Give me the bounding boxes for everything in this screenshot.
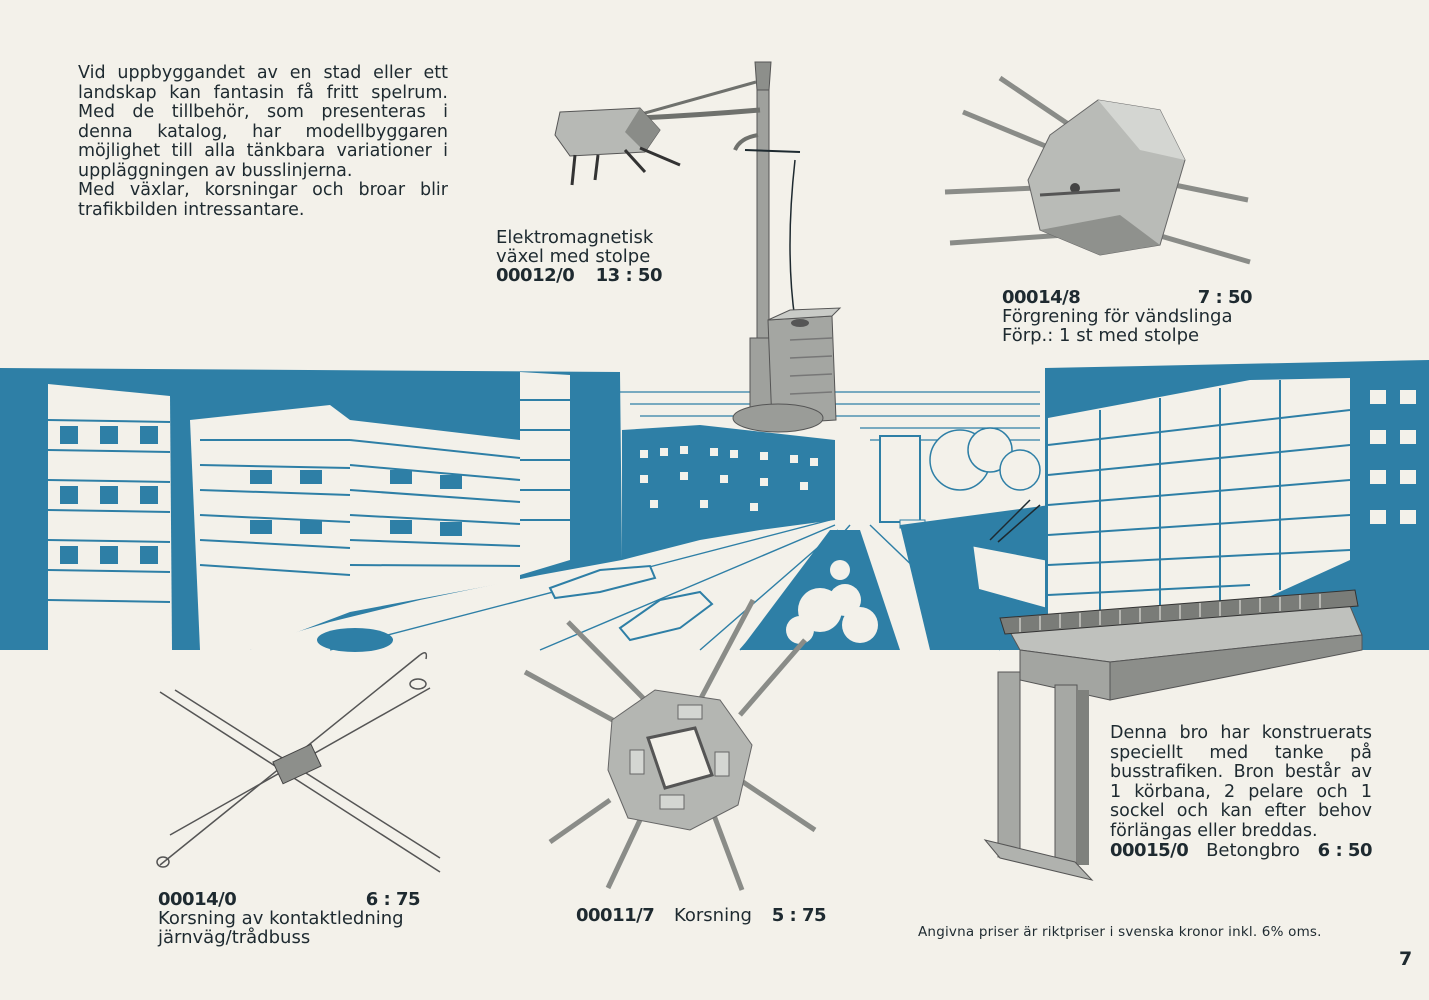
caption-switch-price: 13 : 50 [595, 265, 662, 286]
caption-switch-desc1: Elektromagnetisk [496, 227, 654, 248]
right-trees [930, 428, 1040, 490]
center-buildings [622, 425, 835, 560]
caption-branching-desc2: Förp.: 1 st med stolpe [1002, 325, 1200, 346]
caption-wire-crossing-desc1: Korsning av kontaktledning [158, 908, 404, 929]
caption-bridge-name: Betongbro [1206, 840, 1300, 861]
caption-wire-crossing-desc2: järnväg/trådbuss [158, 927, 311, 948]
caption-switch-code: 00012/0 [496, 265, 575, 286]
caption-switch [496, 228, 662, 285]
caption-wire-crossing-code: 00014/0 [158, 889, 237, 910]
caption-branching [1002, 288, 1252, 345]
caption-bridge [1110, 724, 1372, 861]
caption-wire-crossing-price: 6 : 75 [365, 889, 420, 910]
caption-bridge-code: 00015/0 [1110, 840, 1189, 861]
caption-branching-code: 00014/8 [1002, 287, 1081, 308]
intro-text-2: Med växlar, korsningar och broar blir trafikbilden intressantare. [78, 180, 448, 220]
price-footnote: Angivna priser är riktpriser i svenska kronor inkl. 6% oms. [918, 924, 1322, 940]
intro-paragraph [78, 64, 448, 220]
distant-building [880, 436, 920, 522]
caption-bridge-text: Denna bro har konstruerats speciellt med tanke på busstrafiken. Bron består av 1 körbana, 2 pelare och 1 sockel och kan efter behov förlängas eller breddas. [1110, 723, 1372, 841]
caption-bridge-price: 6 : 50 [1317, 840, 1372, 861]
intro-text-1: Vid uppbyggandet av en stad eller ett landskap kan fantasin få fritt spelrum. Med de tillbehör, som presenteras i denna katalog, har modellbyggaren möjlighet till alla tänkbara variationer i uppläggningen av busslinjerna. [78, 63, 448, 181]
wire-crossing-photo [157, 653, 440, 872]
caption-wire-crossing [158, 890, 424, 947]
branching-photo [945, 78, 1250, 262]
page-number: 7 [1399, 948, 1413, 970]
caption-crossing [576, 906, 826, 925]
caption-branching-desc1: Förgrening för vändslinga [1002, 306, 1233, 327]
caption-switch-desc2: växel med stolpe [496, 246, 651, 267]
caption-crossing-code: 00011/7 [576, 905, 655, 926]
caption-crossing-price: 5 : 75 [771, 905, 826, 926]
caption-branching-price: 7 : 50 [1197, 287, 1252, 308]
caption-crossing-name: Korsning [673, 905, 752, 926]
